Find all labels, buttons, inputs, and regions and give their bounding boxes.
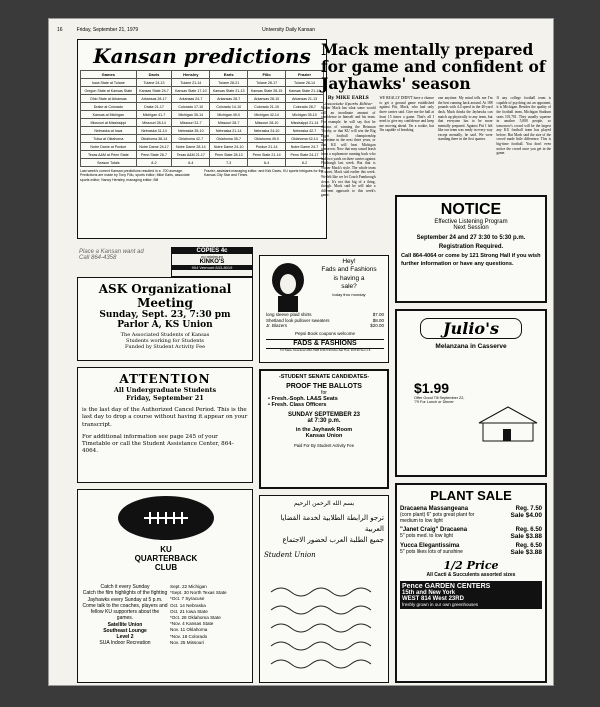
predictions-cell: Drake 21-17 <box>136 103 172 111</box>
predictions-cell: Arkansas 21-13 <box>286 95 324 103</box>
predictions-cell: Colorado 21-10 <box>248 103 286 111</box>
predictions-col-header: Davis <box>136 71 172 79</box>
predictions-cell: Mississippi 21-14 <box>286 119 324 127</box>
kinkos-copies: COPIES 4c <box>172 248 252 254</box>
page-header <box>57 27 545 37</box>
half-price: 1/2 Price <box>443 559 499 572</box>
page-number: 16 <box>57 27 63 33</box>
qb-body: Catch the film highlights of the fighting Jayhawks every Sunday at 5 p.m. Come talk to the coaches, players and fellow KU supporters about the games. <box>82 590 168 622</box>
predictions-cell: Arkansas 28-10 <box>248 95 286 103</box>
predictions-row <box>81 79 324 87</box>
predictions-cell: Nebraska 42-7 <box>286 127 324 135</box>
predictions-cell: Arkansas 28-17 <box>136 95 172 103</box>
qb-schedule-item: Oct. 21 Iowa State <box>170 608 208 614</box>
predictions-cell: Arkansas 28-7 <box>210 95 248 103</box>
qb-club-line2: QUARTERBACK <box>134 553 198 563</box>
predictions-col-header: Frazier <box>286 71 324 79</box>
predictions-cell: Oklahoma 42-14 <box>286 135 324 143</box>
article-byline-role: Associate Sports Editor <box>324 101 373 107</box>
predictions-cell: Drake at Colorado <box>81 103 137 111</box>
predictions-row <box>81 135 324 143</box>
fads-price3: $20.00 <box>370 323 384 329</box>
fads-price1: $7.00 <box>372 312 384 317</box>
senate-where2: Kansas Union <box>305 433 343 439</box>
predictions-cell: Oklahoma 49-0 <box>248 135 286 143</box>
predictions-cell: Kansas State 17-10 <box>172 87 210 95</box>
plant-sale-price: Sale $3.88 <box>510 533 542 540</box>
fads-line1: Fads and Fashions <box>321 266 377 274</box>
article-column-4: If any college football team is capable of psyching out an opponent, it is Michigan. Besides the quality of the football team, Michigan Stadium seats 101,701. They usually squeeze in another 5,000 people, so tomorrow's crowd will be the largest any KU football team has played before. But Mack said the size of the crowd made little difference. This is big-time football. You don't even notice the crowd once you get in the game. <box>496 96 551 156</box>
qb-venue2: Southeast Lounge <box>103 627 147 634</box>
predictions-row <box>81 95 324 103</box>
predictions-cell: Michigan 41-7 <box>136 111 172 119</box>
classified-ad <box>79 249 165 271</box>
qb-schedule-item: *Oct. 28 Oklahoma State <box>170 614 221 620</box>
classified-line1: Place a Kansan want ad <box>79 249 144 255</box>
plant-sale-title: PLANT SALE <box>430 488 512 503</box>
julios-ad <box>395 309 547 477</box>
kinkos-address: 904 Vermont 843-8019 <box>172 265 252 270</box>
predictions-cell: Iowa State at Tulane <box>81 79 137 87</box>
predictions-cell: Notre Dame 28-14 <box>172 143 210 151</box>
predictions-cell: Michigan 35-14 <box>172 111 210 119</box>
fads-logo: FADS & FASHIONS <box>266 339 384 350</box>
store-name: Pence GARDEN CENTERS <box>402 583 491 590</box>
attention-title: ATTENTION <box>119 372 211 386</box>
julios-offer: Offer Good Till September 22, '79 For Lunch or Dinner <box>414 396 465 404</box>
predictions-cell: Purdue 21-14 <box>248 143 286 151</box>
predictions-cell: Colorado 28-7 <box>286 103 324 111</box>
notice-ad <box>395 195 547 303</box>
qb-schedule <box>170 584 250 646</box>
predictions-row <box>81 87 324 95</box>
notice-line5: Call 864-4064 or come by 121 Strong Hall if you wish further information or have any questions. <box>401 253 541 267</box>
predictions-cell: Penn State 21-14 <box>248 151 286 159</box>
fads-item2: Shetland look pullover sweaters <box>266 317 330 323</box>
predictions-cell: Penn State 24-17 <box>286 151 324 159</box>
article-column-2: WE REALLY DIDN'T have a chance to get a ground game established against Pitt, Mack, who had only three carries said. Give me the ball at least 15 times a game. That's all I need to give my confidence and keep me moving ahead. I'm a rookie, but I'm capable of breaking <box>379 96 434 133</box>
predictions-cell: Notre Dame 24-10 <box>210 143 248 151</box>
predictions-cell: Missouri at Mississippi <box>81 119 137 127</box>
attention-line1: All Undergraduate Students <box>113 386 217 394</box>
predictions-cell: Notre Dame 24-17 <box>136 143 172 151</box>
fads-line4: today thru monday <box>332 291 366 297</box>
ask-when: Sunday, Sept. 23, 7:30 pm <box>99 310 231 320</box>
plant-desc: (corn plant) 6" pots great plant for medium to low light <box>400 512 475 524</box>
ask-meeting-ad <box>77 277 253 361</box>
predictions-cell: Missouri 28-14 <box>136 119 172 127</box>
predictions-cell: Nebraska 35-10 <box>172 127 210 135</box>
predictions-cell: Kansas State 21-13 <box>210 87 248 95</box>
notice-line1: Effective Listening Program <box>434 219 508 225</box>
predictions-table <box>80 70 324 167</box>
predictions-cell: Tulane 28-14 <box>286 79 324 87</box>
predictions-cell: Ohio State at Arkansas <box>81 95 137 103</box>
qb-venue1: Satellite Union <box>107 621 143 628</box>
senate-candidates-ad: -STUDENT SENATE CANDIDATES- PROOF THE BALLOTS for • Fresh.-Soph. LA&S Seats • Fresh. Class Officers SUNDAY SEPTEMBER 23 at 7:30 p.m. in the Jayhawk Room Kansas Union Paid For By Student Activity Fee <box>259 369 389 489</box>
predictions-row <box>81 127 324 135</box>
predictions-row <box>81 151 324 159</box>
predictions-cell: Nebraska at Iowa <box>81 127 137 135</box>
predictions-row <box>81 111 324 119</box>
predictions-cell: 8-2 <box>136 159 172 167</box>
store-foot: freshly grown in our own greenhouses <box>402 602 479 607</box>
predictions-cell: Notre Dame 24-7 <box>286 143 324 151</box>
predictions-cell: Kansas at Michigan <box>81 111 137 119</box>
plant-name: Yucca Elegantissima <box>400 543 460 549</box>
predictions-cell: Tulane 28-17 <box>248 79 286 87</box>
predictions-cell: Missouri 28-7 <box>210 119 248 127</box>
julios-price: $1.99 <box>414 380 450 396</box>
arabic-line2: ترجو الرابطة الطلابية لخدمة القضايا العربية <box>280 514 384 534</box>
predictions-cell: Oklahoma 35-7 <box>210 135 248 143</box>
senate-for: for <box>321 390 327 396</box>
predictions-cell: Tulane 24-13 <box>136 79 172 87</box>
predictions-cell: 6-4 <box>172 159 210 167</box>
article-headline: Mack mentally prepared for game and confident of Jayhawks' season <box>321 40 546 94</box>
article-byline: By MIKE EARLS <box>327 96 369 102</box>
predictions-cell: Penn State 28-13 <box>210 151 248 159</box>
fads-price2: $8.00 <box>372 317 384 323</box>
plant-sale-price: Sale $4.00 <box>510 512 542 519</box>
predictions-row <box>81 103 324 111</box>
paper-name: University Daily Kansan <box>262 27 315 33</box>
fads-line2: is having a <box>333 274 365 282</box>
predictions-cell: Nebraska 31-14 <box>136 127 172 135</box>
qb-club-line1: KU <box>160 545 172 554</box>
store-addr1: 15th and New York <box>402 590 456 596</box>
arabic-line3: جميع الطلبة العرب لحضور الاجتماع <box>282 536 384 545</box>
predictions-cell: Tulane 28-21 <box>210 79 248 87</box>
fads-coupon: Pepsi Book coupons welcome <box>294 330 356 336</box>
qb-schedule-item: *Nov. 18 Colorado <box>170 633 208 639</box>
notice-line2: Next Session <box>453 225 489 231</box>
plant-name: "Janet Craig" Dracaena <box>400 527 468 533</box>
predictions-cell: Nebraska 21-14 <box>210 127 248 135</box>
qb-schedule-item: *Oct. 7 Syracuse <box>170 596 205 602</box>
predictions-cell: Missouri 28-10 <box>248 119 286 127</box>
julios-dish: Melanzana in Casserve <box>435 343 507 350</box>
fads-hey: Hey! <box>342 258 356 265</box>
predictions-row <box>81 143 324 151</box>
predictions-cell: 7-3 <box>210 159 248 167</box>
predictions-cell: Season Totals <box>81 159 137 167</box>
predictions-cell: Oregon State at Kansas State <box>81 87 137 95</box>
predictions-col-header: Games <box>81 71 137 79</box>
qb-schedule-item: Oct. 14 Nebraska <box>170 602 206 608</box>
ask-sub1: The Associated Students of Kansas <box>120 332 210 338</box>
fads-fashions-ad <box>259 255 389 363</box>
plant-sale-ad <box>395 483 547 683</box>
kinkos-minimum: no minimum <box>201 254 223 259</box>
predictions-box <box>77 39 327 239</box>
plant-desc: 5" pots med. to low light <box>400 533 453 539</box>
notice-line4: Registration Required. <box>438 244 504 250</box>
page-date: Friday, September 21, 1979 <box>76 27 139 33</box>
predictions-cell: Oklahoma 42-7 <box>172 135 210 143</box>
senate-paid: Paid For By Student Activity Fee <box>293 443 355 448</box>
qb-schedule-item: Nov. 11 Oklahoma <box>170 627 208 633</box>
ask-sub3: Funded by Student Activity Fee <box>124 344 206 350</box>
predictions-cell: 6-4 <box>248 159 286 167</box>
senate-sub: PROOF THE BALLOTS <box>286 383 362 390</box>
plant-sale-price: Sale $3.88 <box>510 549 542 556</box>
predictions-col-header: Hensley <box>172 71 210 79</box>
attention-line2: Friday, September 21 <box>126 394 204 402</box>
notice-line3: September 24 and 27 3:30 to 5:30 p.m. <box>416 235 526 241</box>
plant-reg-price: Reg. 6.50 <box>515 543 542 549</box>
woman-illustration <box>266 260 310 312</box>
half-price-sub: All Cacti & Succulents assorted sizes <box>426 572 516 578</box>
qb-schedule-item: Sept. 22 Michigan <box>170 584 207 589</box>
predictions-cell: Kansas State 24-7 <box>136 87 172 95</box>
predictions-cell: Missouri 31-7 <box>172 119 210 127</box>
predictions-cell: Texas A&M at Penn State <box>81 151 137 159</box>
kinkos-name: KINKO'S <box>199 259 225 265</box>
predictions-cell: Kansas State 28-15 <box>248 87 286 95</box>
predictions-cell: Michigan 42-14 <box>248 111 286 119</box>
qb-schedule-item: *Sept. 30 North Texas State <box>170 590 227 596</box>
senate-item1: Fresh.-Soph. LA&S Seats <box>271 396 338 402</box>
handwriting-scribble <box>266 582 384 678</box>
senate-time: at 7:30 p.m. <box>307 418 341 424</box>
senate-when: SUNDAY SEPTEMBER 23 <box>287 412 361 418</box>
mack-article <box>321 41 551 221</box>
predictions-col-header: Earls <box>210 71 248 79</box>
fads-line3: sale? <box>341 283 357 291</box>
store-addr2: WEST 814 West 23RD <box>402 596 464 602</box>
predictions-cell: Nebraska 24-10 <box>248 127 286 135</box>
plant-name: Dracaena Massangeana <box>400 506 469 512</box>
qb-sponsor: SUA Indoor Recreation <box>99 640 151 647</box>
quarterback-club-ad <box>77 489 253 683</box>
fads-address: 717 Mass. Downtown 842-7908 9:30-5:30 Mon-Sat Thur. till 8:30 Sun 1-5 <box>279 348 371 353</box>
fads-item1: long sleeve plaid shirts <box>266 312 312 317</box>
plant-desc: 5" pots likes lots of sunshine <box>400 549 463 555</box>
arabic-ad <box>259 495 389 683</box>
arabic-line1: بسم الله الرحمن الرحيم <box>293 500 355 507</box>
kinkos-ad <box>171 247 253 277</box>
qb-schedule-item: *Nov. 4 Kansas State <box>170 621 214 627</box>
senate-item2: Fresh. Class Officers <box>271 402 327 408</box>
predictions-cell: Colorado 17-10 <box>172 103 210 111</box>
predictions-cell: Tulsa at Oklahoma <box>81 135 137 143</box>
plant-item <box>400 527 542 540</box>
predictions-row <box>81 119 324 127</box>
predictions-cell: Michigan 35-10 <box>286 111 324 119</box>
plant-item <box>400 506 542 524</box>
predictions-title: Kansan predictions <box>93 44 311 68</box>
qb-schedule-item: Nov. 25 Missouri <box>170 639 204 645</box>
plant-reg-price: Reg. 6.50 <box>515 527 542 533</box>
predictions-caption-right: Frazier, assistant managing editor; and Kirk Davis, KU sports intrigues for the Kansas City Star and Times. <box>204 169 324 178</box>
classified-line2: Call 864-4358 <box>79 255 117 261</box>
qb-venue3: Level 2 <box>116 634 134 640</box>
senate-title: -STUDENT SENATE CANDIDATES- <box>278 374 370 380</box>
football-icon <box>116 494 216 542</box>
predictions-cell: Oklahoma 38-14 <box>136 135 172 143</box>
restaurant-sketch <box>475 403 541 443</box>
predictions-row <box>81 159 324 167</box>
attention-ad <box>77 367 253 483</box>
predictions-cell: Kansas State 21-14 <box>286 87 324 95</box>
senate-where: in the Jayhawk Room <box>295 427 353 433</box>
predictions-col-header: Fillo <box>248 71 286 79</box>
ask-title: ASK Organizational Meeting <box>98 282 232 310</box>
attention-body: is the last day of the Authorized Cancel Period. This is the last day to drop a course without having it appear on your transcript. <box>82 407 248 428</box>
plant-item <box>400 543 542 556</box>
predictions-cell: 8-2 <box>286 159 324 167</box>
predictions-cell: Penn State 28-7 <box>136 151 172 159</box>
ask-where: Parlor A, KS Union <box>117 320 213 330</box>
notice-title: NOTICE <box>440 201 502 218</box>
qb-catch: Catch it every Sunday <box>100 584 150 590</box>
predictions-cell: Notre Dame at Purdue <box>81 143 137 151</box>
plant-items <box>400 506 542 556</box>
fads-item3: Jr. Blazers <box>266 323 288 329</box>
predictions-cell: Michigan 49-0 <box>210 111 248 119</box>
predictions-cell: Tulane 21-14 <box>172 79 210 87</box>
julios-name: Julio's <box>420 318 522 339</box>
article-column-1: Walter Mack has what some would call an inordinate amount of confidence in himself and his team. For example, he will say that he dreams of winning the Heisman Trophy, or that KU will win the Big Eight football championship sometime in the next three years, or that KU will beat Michigan tomorrow. Now that may sound brash from a sophomore running back who had two yards on three carries against Pittsburgh last week. But that is Walter Mack's style. The whole team is upset, Mack said earlier this week. We felt like we let Coach Fambrough down. It's not that big of a thing, though. Mack said he will take a different approach to this week's game. <box>321 106 376 198</box>
attention-body2: For additional information see page 245 of your Timetable or call the Student Assistance Center, 864-4064. <box>82 433 234 455</box>
newspaper-page <box>48 18 554 686</box>
predictions-cell: Arkansas 24-7 <box>172 95 210 103</box>
predictions-cell: Colorado 14-10 <box>210 103 248 111</box>
ask-sub2: Students working for Students <box>126 338 204 344</box>
plant-reg-price: Reg. 7.50 <box>515 506 542 512</box>
arabic-student-union: Student Union <box>264 550 316 559</box>
article-column-3: one anytime. My mind tells me I'm the best running back around. At 188 pounds with 4.4 speed in the 40-yard dash, Mack thinks the Jayhawks can match up physically to any team, but that everyone has to be more mentally prepared. Against Pitt I felt like our team was ready in every way except mentally, he said. We were standing there in the first quarter. <box>438 96 493 142</box>
predictions-caption-left: Last week's correct Kansan predictions resulted in a .700 average. Predictions are made by Tony Fillo, sports editor; Mike Earls, associate sports editor; Nancy Hensley, managing editor; Bill <box>80 169 190 182</box>
predictions-cell: Texas A&M 21-17 <box>172 151 210 159</box>
qb-club-line3: CLUB <box>154 562 178 572</box>
